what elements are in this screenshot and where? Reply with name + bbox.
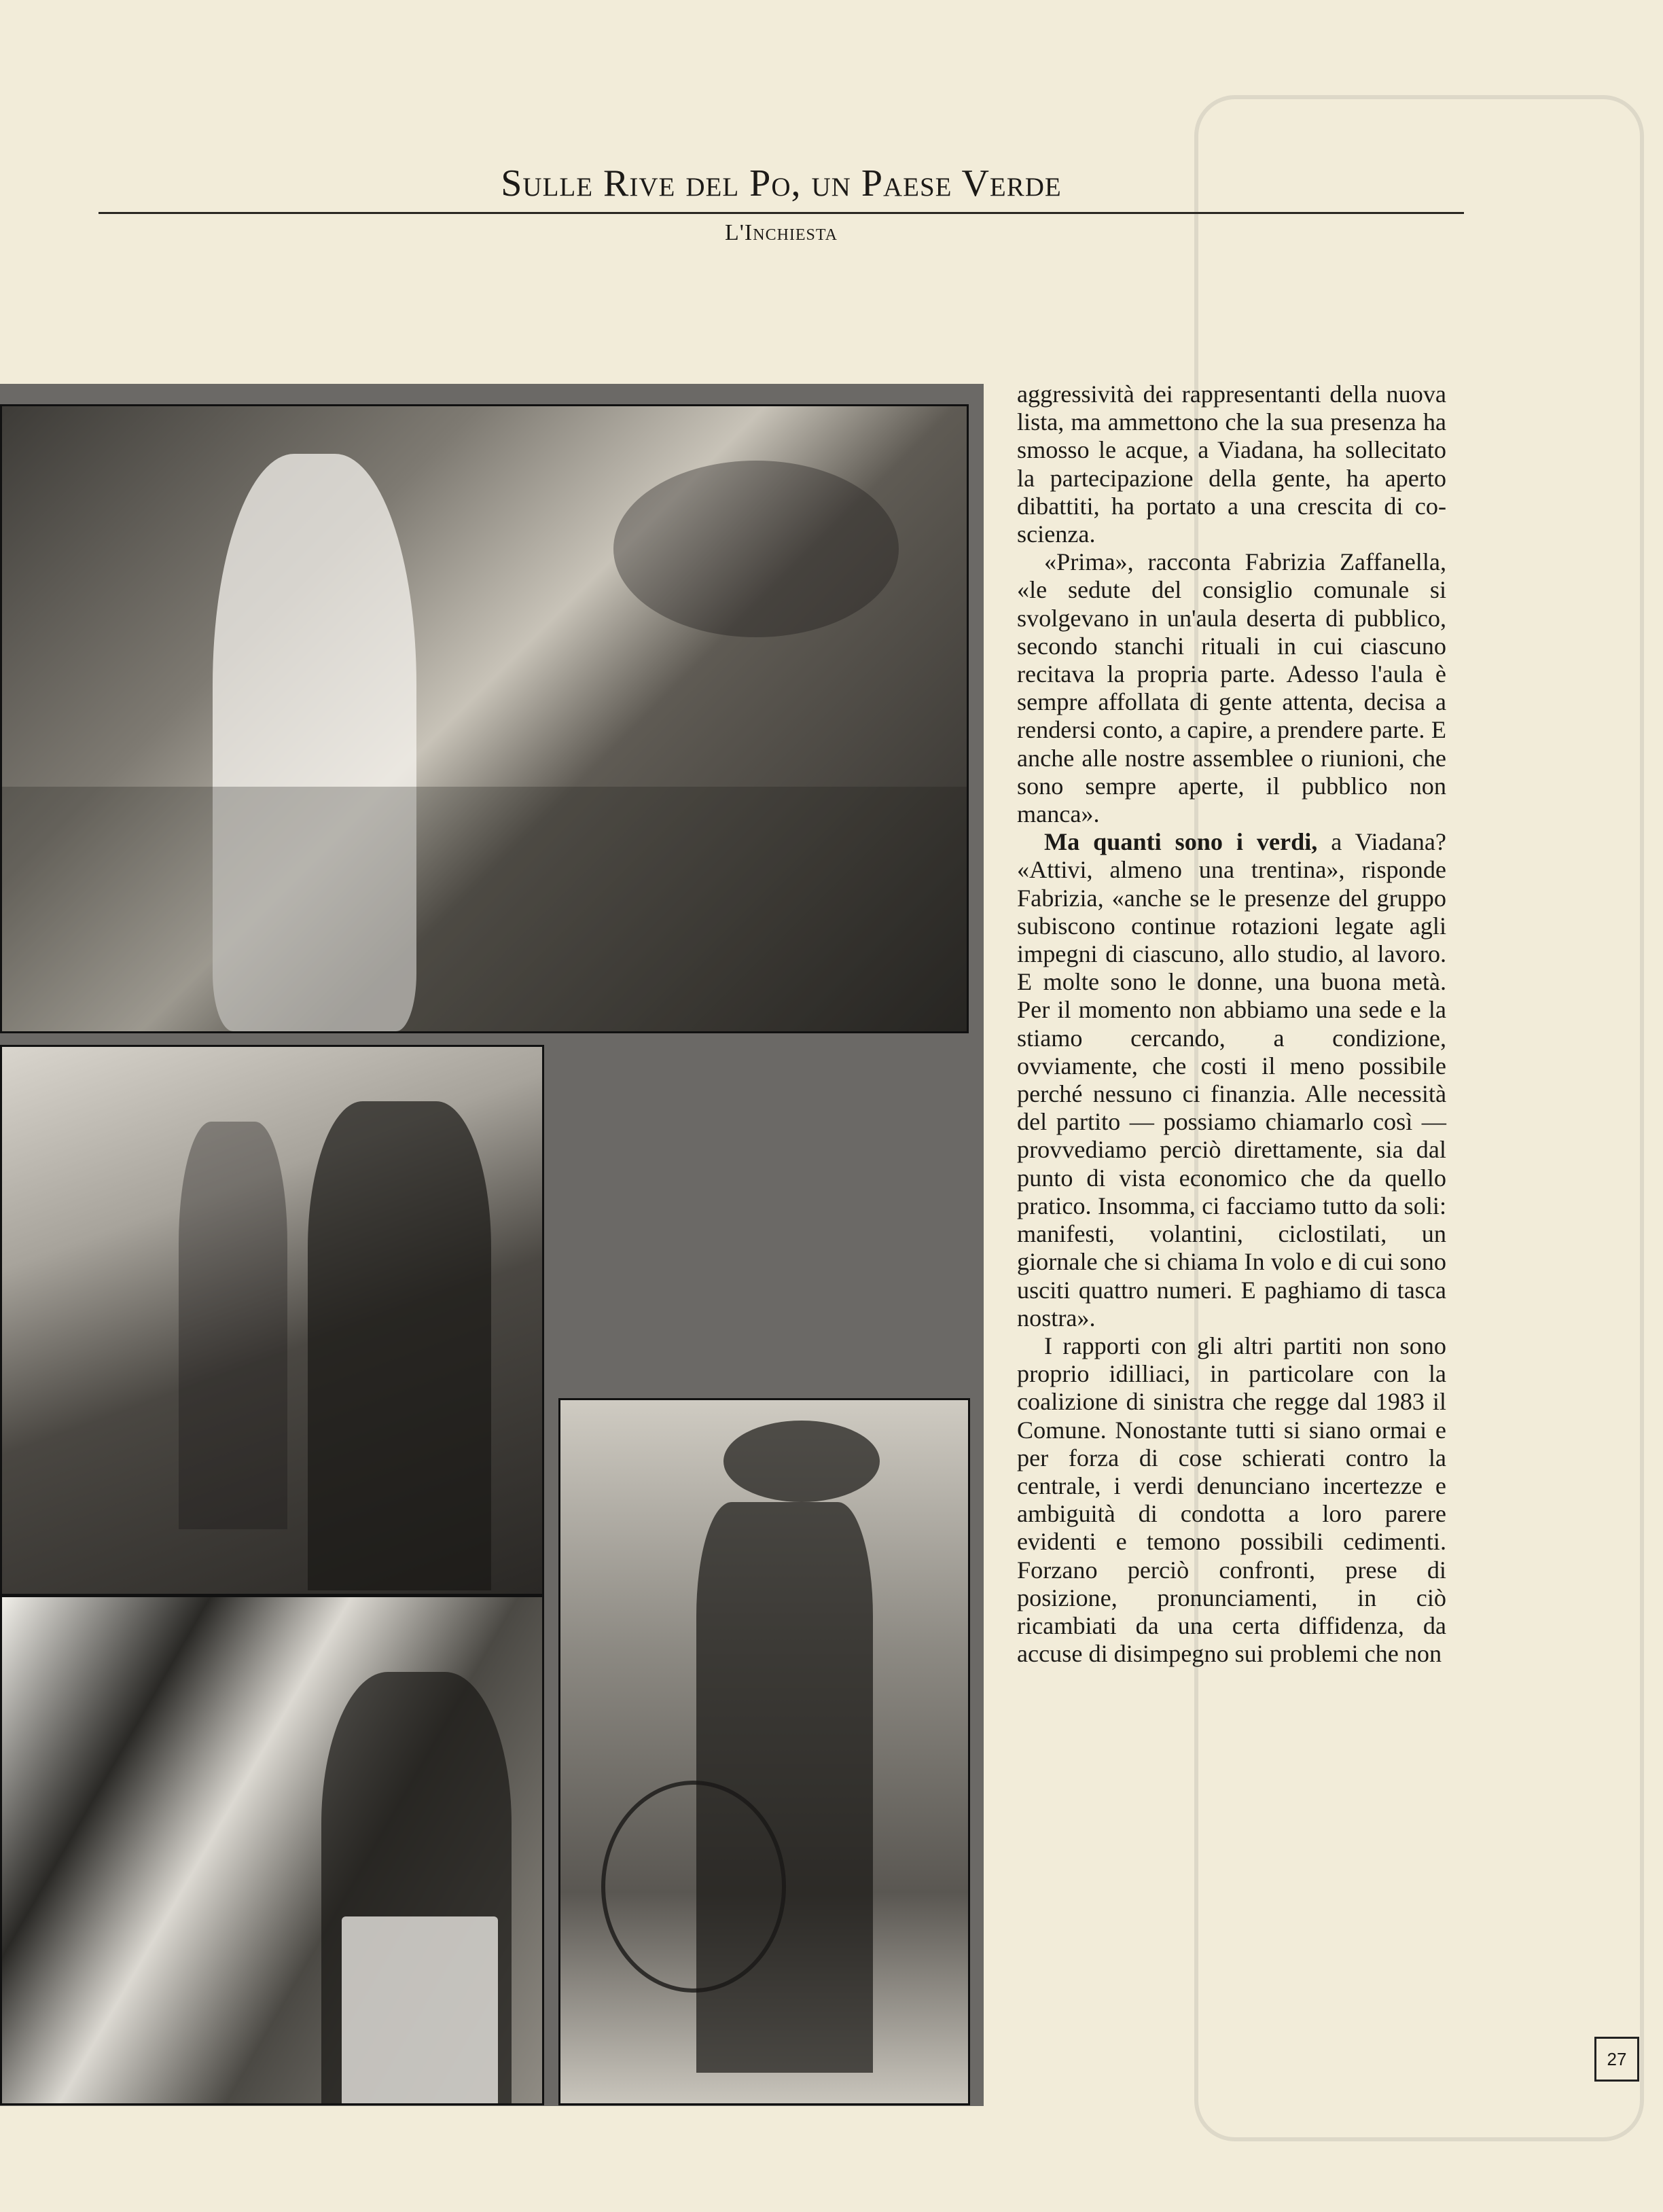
photo-woman-with-cows: [0, 1595, 544, 2105]
header-rule: [99, 212, 1464, 214]
page-number: 27: [1594, 2037, 1639, 2082]
photo-woman-with-bicycle: [558, 1398, 970, 2105]
section-label: L'Inchiesta: [725, 220, 838, 245]
paragraph: aggressività dei rappresentanti della nuova lista, ma ammettono che la sua presenza ha smosso le acque, a Viadana, ha sollecitato la partecipazione della gente, ha aperto dibattiti, ha portato a una crescita di coscienza.: [1017, 380, 1446, 548]
page-title: Sulle Rive del Po, un Paese Verde: [501, 162, 1062, 204]
paragraph: Ma quanti sono i verdi, a Viadana? «Attivi, almeno una trentina», risponde Fabrizia, «anche se le presenze del gruppo subiscono continue rotazioni legate agli impegni di ciascuno, allo studio, al lavoro. E molte sono le donne, una buona metà. Per il momento non abbiamo una sede e la stiamo cercando, a condizione, ovviamente, che costi il meno possibile perché nessuno ci finanzia. Alle necessità del partito — possiamo chiamarlo così — provvediamo perciò direttamente, sia dal punto di vista economico che da quello pratico. Insomma, ci facciamo tutto da soli: manifesti, volantini, ciclostilati, un giornale che si chiama In volo e di cui sono usciti quattro numeri. E paghiamo di tasca nostra».: [1017, 828, 1446, 1332]
paragraph-lead: Ma quanti sono i verdi,: [1044, 828, 1318, 856]
paragraph: I rapporti con gli altri partiti non sono proprio idilliaci, in particolare con la coalizione di sinistra che regge dal 1983 il Comune. Nonostante tutti si siano ormai e per forza di cose schierati contro la centrale, i verdi denunciano incertezze e ambiguità di condotta a loro parere evidenti e temono possibili cedimenti. Forzano perciò confronti, prese di posizione, pronunciamenti, in ciò ricambiati da una certa diffidenza, da accuse di disimpegno sui problemi che non: [1017, 1332, 1446, 1668]
article-body: [1017, 380, 1446, 1668]
paragraph: «Prima», racconta Fabrizia Zaffanella, «le sedute del consiglio comunale si svolgevano in un'aula deserta di pubblico, secondo stanchi rituali in cui ciascuno recitava la propria parte. Adesso l'aula è sempre affollata di gente attenta, decisa a rendersi conto, a capire, a prendere parte. E anche alle nostre assemblee o riunioni, che sono sempre aperte, il pubblico non manca».: [1017, 548, 1446, 828]
photo-farm-workers: [0, 1045, 544, 1596]
photo-butcher: [0, 404, 969, 1033]
